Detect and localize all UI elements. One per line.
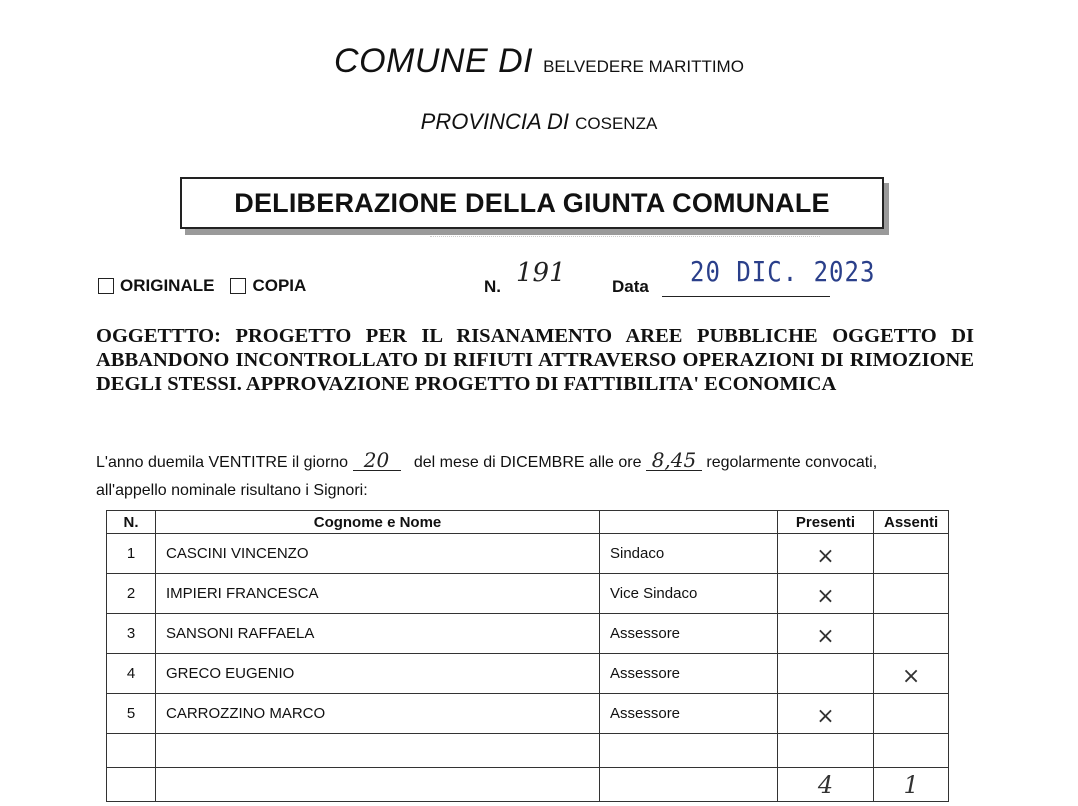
provincia-name: COSENZA bbox=[575, 114, 658, 133]
empty-cell bbox=[600, 768, 778, 802]
attendance-table bbox=[106, 510, 949, 802]
provincia-heading bbox=[0, 109, 1078, 135]
empty-cell bbox=[156, 768, 600, 802]
absent-mark bbox=[874, 574, 949, 614]
absent-mark bbox=[874, 534, 949, 574]
sentence-part2: del mese di DICEMBRE alle ore bbox=[413, 454, 642, 471]
copia-checkbox[interactable] bbox=[230, 278, 246, 294]
row-number: 5 bbox=[107, 694, 156, 734]
document-title-box bbox=[180, 177, 884, 229]
time-value: 8,45 bbox=[646, 450, 702, 471]
col-header-present: Presenti bbox=[778, 511, 874, 534]
total-absent: 1 bbox=[874, 768, 949, 802]
day-value: 20 bbox=[353, 450, 401, 471]
comune-prefix: COMUNE DI bbox=[334, 42, 534, 80]
row-name: GRECO EUGENIO bbox=[156, 654, 600, 694]
row-number: 3 bbox=[107, 614, 156, 654]
row-role: Assessore bbox=[600, 694, 778, 734]
table-row bbox=[107, 694, 949, 734]
row-name: SANSONI RAFFAELA bbox=[156, 614, 600, 654]
sentence-part1: L'anno duemila VENTITRE il giorno bbox=[96, 454, 349, 471]
date-underline bbox=[662, 296, 830, 297]
copy-type-checkboxes bbox=[98, 276, 322, 296]
table-header-row bbox=[107, 511, 949, 534]
document-title: DELIBERAZIONE DELLA GIUNTA COMUNALE bbox=[234, 187, 830, 218]
col-header-name: Cognome e Nome bbox=[156, 511, 600, 534]
empty-cell bbox=[778, 734, 874, 768]
comune-heading bbox=[0, 42, 1078, 81]
empty-cell bbox=[107, 734, 156, 768]
faint-divider bbox=[430, 236, 820, 240]
row-role: Assessore bbox=[600, 654, 778, 694]
present-mark: × bbox=[778, 574, 874, 614]
present-mark bbox=[778, 654, 874, 694]
table-row-empty bbox=[107, 734, 949, 768]
row-number: 2 bbox=[107, 574, 156, 614]
empty-cell bbox=[107, 768, 156, 802]
date-label: Data bbox=[612, 277, 649, 296]
present-mark: × bbox=[778, 534, 874, 574]
session-sentence bbox=[96, 450, 877, 472]
originale-label: ORIGINALE bbox=[120, 276, 215, 295]
table-row bbox=[107, 614, 949, 654]
row-number: 4 bbox=[107, 654, 156, 694]
number-label: N. bbox=[484, 277, 501, 296]
col-header-role bbox=[600, 511, 778, 534]
table-row bbox=[107, 574, 949, 614]
absent-mark bbox=[874, 694, 949, 734]
comune-name: BELVEDERE MARITTIMO bbox=[543, 57, 744, 76]
table-row bbox=[107, 534, 949, 574]
roll-call-intro: all'appello nominale risultano i Signori: bbox=[96, 482, 368, 499]
row-role: Assessore bbox=[600, 614, 778, 654]
row-name: CARROZZINO MARCO bbox=[156, 694, 600, 734]
col-header-absent: Assenti bbox=[874, 511, 949, 534]
row-role: Vice Sindaco bbox=[600, 574, 778, 614]
sentence-part3: regolarmente convocati, bbox=[706, 454, 878, 471]
empty-cell bbox=[874, 734, 949, 768]
present-mark: × bbox=[778, 694, 874, 734]
row-role: Sindaco bbox=[600, 534, 778, 574]
originale-checkbox[interactable] bbox=[98, 278, 114, 294]
date-stamp: 20 DIC. 2023 bbox=[690, 255, 876, 289]
row-name: IMPIERI FRANCESCA bbox=[156, 574, 600, 614]
absent-mark bbox=[874, 614, 949, 654]
subject-text: OGGETTTO: PROGETTO PER IL RISANAMENTO AREE PUBBLICHE OGGETTO DI ABBANDONO INCONTROLLATO DI RIFIUTI ATTRAVERSO OPERAZIONI DI RIMOZIONE DEGLI STESSI. APPROVAZIONE PROGETTO DI FATTIBILITA' ECONOMICA bbox=[96, 325, 974, 395]
col-header-number: N. bbox=[107, 511, 156, 534]
row-number: 1 bbox=[107, 534, 156, 574]
absent-mark: × bbox=[874, 654, 949, 694]
copia-label: COPIA bbox=[252, 276, 307, 295]
table-row-totals bbox=[107, 768, 949, 802]
provincia-prefix: PROVINCIA DI bbox=[420, 109, 569, 134]
total-present: 4 bbox=[778, 768, 874, 802]
number-value: 191 bbox=[516, 258, 566, 288]
present-mark: × bbox=[778, 614, 874, 654]
row-name: CASCINI VINCENZO bbox=[156, 534, 600, 574]
empty-cell bbox=[600, 734, 778, 768]
empty-cell bbox=[156, 734, 600, 768]
table-row bbox=[107, 654, 949, 694]
